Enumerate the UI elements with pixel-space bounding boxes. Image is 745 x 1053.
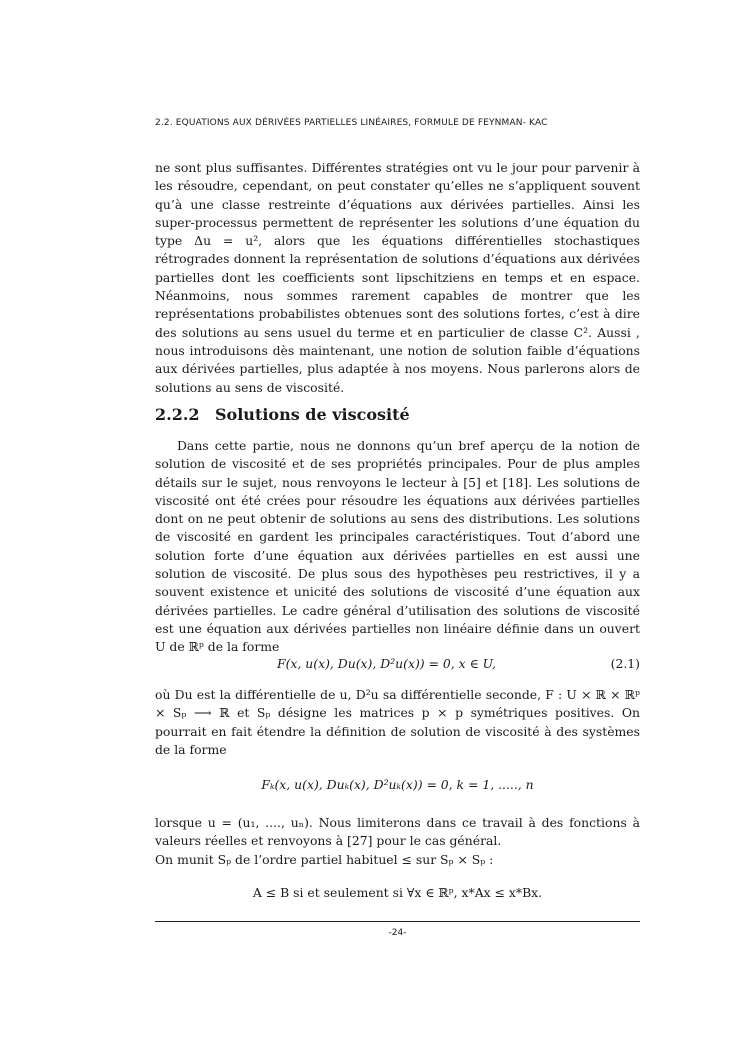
paragraph-order <box>155 814 640 869</box>
paragraph-viscosity: Dans cette partie, nous ne donnons qu’un bref aperçu de la notion de solution de viscosité et de ses propriétés principales. Pour de plus amples détails sur le sujet, nous renvoyons le lecteur à [5] et [18]. Les solutions de viscosité ont été crées pour résoudre les équations aux dérivées partielles dont on ne peut obtenir de solutions au sens des distributions. Les solutions de viscosité en gardent les principales caractéristiques. Tout d’abord une solution forte d’une équation aux dérivées partielles en est aussi une solution de viscosité. De plus sous des hypothèses peu restrictives, il y a souvent existence et unicité des solutions de viscosité d’une équation aux dérivées partielles. Le cadre général d’utilisation des solutions de viscosité est une équation aux dérivées partielles non linéaire définie dans un ouvert U de ℝᵖ de la forme <box>155 438 640 655</box>
section-heading <box>155 405 410 424</box>
paragraph-intro: ne sont plus suffisantes. Différentes stratégies ont vu le jour pour parvenir à les résoudre, cependant, on peut constater qu’elles ne s’appliquent souvent qu’à une classe restreinte d’équations aux dérivées partielles. Ainsi les super-processus permettent de représenter les solutions d’une équation du type Δu = u², alors que les équations différentielles stochastiques rétrogrades donnent la représentation de solutions d’équations aux dérivées partielles dont les coefficients sont lipschitziens en temps et en espace. Néanmoins, nous sommes rarement capables de montrer que les représentations probabilistes obtenues sont des solutions fortes, c’est à dire des solutions au sens usuel du terme et en particulier de classe C². Aussi , nous introduisons dès maintenant, une notion de solution faible d’équations aux dérivées partielles, plus adaptée à nos moyens. Nous parlerons alors de solutions au sens de viscosité. <box>155 160 640 395</box>
equation-number: (2.1) <box>610 656 640 671</box>
section-title: Solutions de viscosité <box>215 405 410 424</box>
paragraph-order-line2: On munit Sₚ de l’ordre partiel habituel ≤ sur Sₚ × Sₚ : <box>155 851 494 867</box>
equation-order: A ≤ B si et seulement si ∀x ∈ ℝᵖ, x*Ax ≤ x*Bx. <box>252 885 543 900</box>
page-number: -24- <box>388 928 407 938</box>
section-number: 2.2.2 <box>155 405 200 424</box>
paragraph-definitions: où Du est la différentielle de u, D²u sa différentielle seconde, F : U × ℝ × ℝᵖ × Sₚ ⟶ ℝ et Sₚ désigne les matrices p × p symétriques positives. On pourrait en fait étendre la définition de solution de viscosité à des systèmes de la forme <box>155 687 640 757</box>
footer-rule <box>155 921 640 922</box>
paragraph-order-text: lorsque u = (u₁, ...., uₙ). Nous limiterons dans ce travail à des fonctions à valeurs réelles et renvoyons à [27] pour le cas général. <box>155 815 640 849</box>
equation-formula: F(x, u(x), Du(x), D²u(x)) = 0, x ∈ U, <box>277 656 496 671</box>
equation-system: Fₖ(x, u(x), Duₖ(x), D²uₖ(x)) = 0, k = 1, ....., n <box>261 777 534 792</box>
running-header: 2.2. EQUATIONS AUX DÉRIVÉES PARTIELLES LINÉAIRES, FORMULE DE FEYNMAN- KAC <box>155 118 548 128</box>
equation-2-1 <box>155 656 640 674</box>
